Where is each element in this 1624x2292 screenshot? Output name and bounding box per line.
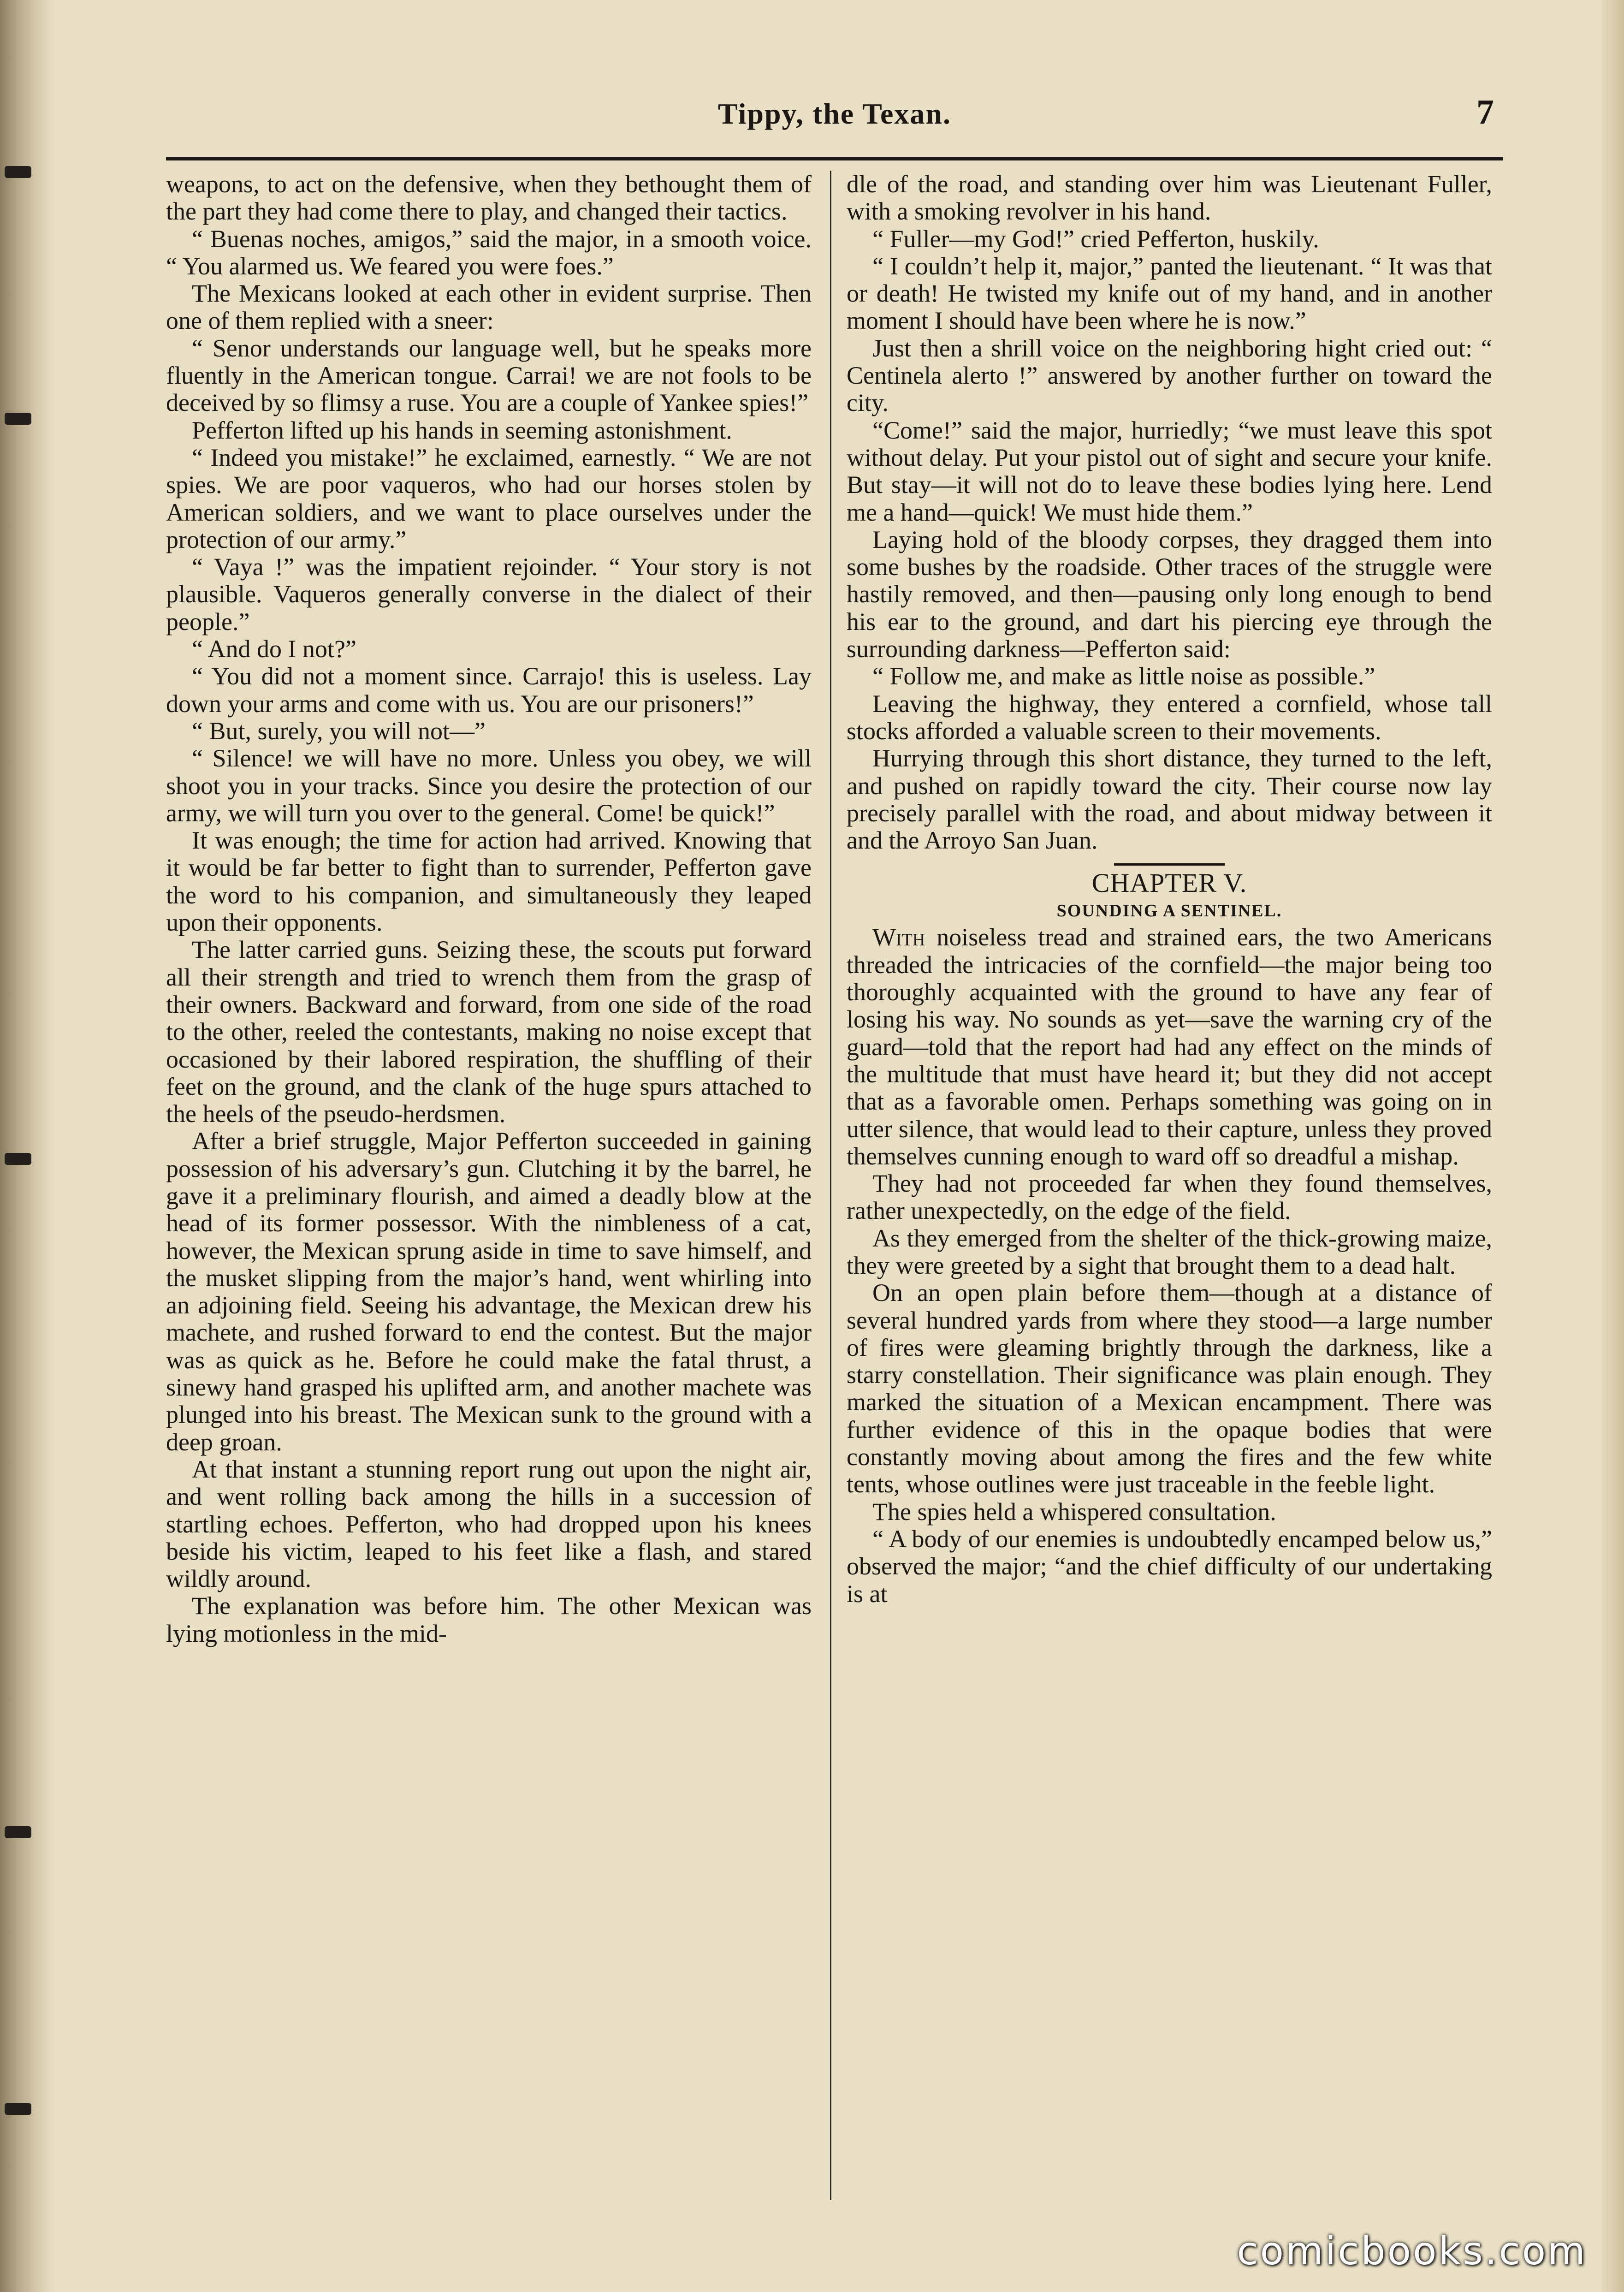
staple: [5, 1826, 31, 1838]
page: [166, 78, 1503, 2246]
paragraph: “ A body of our enemies is undoubtedly encamped below us,” observed the major; “and the chief difficulty of our undertaking is at: [847, 1525, 1492, 1608]
paragraph: “Come!” said the major, hurriedly; “we must leave this spot without delay. Put your pistol out of sight and secure your knife. But stay—it will not do to leave these bodies lying here. Lend me a hand—quick! We must hide them.”: [847, 416, 1492, 526]
paragraph: “ Silence! we will have no more. Unless you obey, we will shoot you in your tracks. Since you desire the protection of our army, we will turn you over to the general. Come! be quick!”: [166, 744, 812, 827]
right-column: [847, 171, 1492, 1608]
paragraph: After a brief struggle, Major Pefferton succeeded in gaining possession of his adversary’s gun. Clutching it by the barrel, he gave it a preliminary flourish, and aimed a deadly blow at the head of its former possessor. With the nimbleness of a cat, however, the Mexican sprung aside in time to save himself, and the musket slipping from the major’s hand, went whirling into an adjoining field. Seeing his advantage, the Mexican drew his machete, and rushed forward to end the contest. But the major was as quick as he. Before he could make the fatal thrust, a sinewy hand grasped his uplifted arm, and another machete was plunged into his breast. The Mexican sunk to the ground with a deep groan.: [166, 1127, 812, 1456]
paragraph: The latter carried guns. Seizing these, the scouts put forward all their strength and tried to wrench them from the grasp of their owners. Backward and forward, from one side of the road to the other, reeled the contestants, making no noise except that occasioned by their labored respiration, the shuffling of their feet on the ground, and the clank of the huge spurs attached to the heels of the pseudo-herdsmen.: [166, 936, 812, 1128]
paragraph: “ But, surely, you will not—”: [192, 717, 486, 745]
paragraph: “ Senor understands our language well, but he speaks more fluently in the American tongue. Carrai! we are not fools to be deceived by so flimsy a ruse. You are a couple of Yankee spies!”: [166, 334, 812, 417]
paragraph: It was enough; the time for action had arrived. Knowing that it would be far better to fight than to surrender, Pefferton gave the word to his companion, and simultaneously they leaped upon their opponents.: [166, 826, 812, 937]
chapter-rule: [1114, 863, 1225, 866]
watermark: comicbooks.com: [1237, 2228, 1587, 2274]
paragraph: Leaving the highway, they entered a cornfield, whose tall stocks afforded a valuable screen to their movements.: [847, 689, 1492, 745]
paragraph: Hurrying through this short distance, they turned to the left, and pushed on rapidly toward the city. Their course now lay precisely parallel with the road, and about midway between it and the Arroyo San Juan.: [847, 744, 1492, 855]
paragraph-text: noiseless tread and strained ears, the two Americans threaded the intricacies of the cornfield—the major being too thoroughly acquainted with the ground to have any fear of losing his way. No sounds as yet—save the warning cry of the guard—told that the report had had any effect on the minds of the multitude that must have heard it; but they did not accept that as a favorable omen. Perhaps something was going on in utter silence, that would lead to their capture, unless they proved themselves cunning enough to ward off so dreadful a mishap.: [847, 923, 1492, 1170]
paragraph: At that instant a stunning report rung out upon the night air, and went rolling back among the hills in a succession of startling echoes. Pefferton, who had dropped upon his knees beside his victim, leaped to his feet like a flash, and stared wildly around.: [166, 1455, 812, 1593]
binding-shadow: [0, 0, 55, 2292]
paragraph: dle of the road, and standing over him was Lieutenant Fuller, with a smoking revolver in his hand.: [847, 170, 1492, 226]
paragraph: “ Follow me, and make as little noise as possible.”: [872, 662, 1375, 690]
chapter-subtitle: SOUNDING A SENTINEL.: [1056, 901, 1282, 921]
paragraph: “ You did not a moment since. Carrajo! this is useless. Lay down your arms and come with us. You are our prisoners!”: [166, 662, 812, 718]
staple: [5, 413, 31, 425]
running-head: [166, 92, 1503, 148]
paragraph: [847, 924, 1492, 1170]
paragraph: As they emerged from the shelter of the thick-growing maize, they were greeted by a sight that brought them to a dead halt.: [847, 1224, 1492, 1279]
paragraph: They had not proceeded far when they found themselves, rather unexpectedly, on the edge of the field.: [847, 1170, 1492, 1225]
paragraph: Just then a shrill voice on the neighboring hight cried out: “ Centinela alerto !” answered by another further on toward the city.: [847, 334, 1492, 417]
paragraph: The spies held a whispered consultation.: [872, 1497, 1276, 1526]
paragraph: “ And do I not?”: [192, 635, 356, 663]
left-column: [166, 171, 812, 1647]
paragraph: “ Fuller—my God!” cried Pefferton, huskily.: [872, 225, 1319, 253]
paragraph: Pefferton lifted up his hands in seeming astonishment.: [192, 416, 732, 444]
page-number: 7: [1476, 93, 1494, 131]
paragraph: “ Buenas noches, amigos,” said the major, in a smooth voice. “ You alarmed us. We feared you were foes.”: [166, 225, 812, 280]
paragraph: Laying hold of the bloody corpses, they dragged them into some bushes by the roadside. Other traces of the struggle were hastily removed, and then—pausing only long enough to bend his ear to the ground, and dart his piercing eye through the surrounding darkness—Pefferton said:: [847, 525, 1492, 663]
drop-lead: With: [872, 923, 925, 951]
staple: [5, 2103, 31, 2115]
paragraph: The Mexicans looked at each other in evident surprise. Then one of them replied with a sneer:: [166, 279, 812, 335]
page-edge: [1601, 0, 1624, 2292]
chapter-heading: CHAPTER V.: [1091, 868, 1247, 898]
paragraph: “ Vaya !” was the impatient rejoinder. “ Your story is not plausible. Vaqueros generally converse in the dialect of their people.”: [166, 553, 812, 635]
header-rule: [166, 157, 1503, 160]
staple: [5, 166, 31, 178]
paragraph: “ I couldn’t help it, major,” panted the lieutenant. “ It was that or death! He twisted my knife out of my hand, and in another moment I should have been where he is now.”: [847, 252, 1492, 335]
paragraph: On an open plain before them—though at a distance of several hundred yards from where they stood—a large number of fires were gleaming brightly through the darkness, like a starry constellation. Their significance was plain enough. They marked the situation of a Mexican encampment. There was further evidence of this in the opaque bodies that were constantly moving about among the fires and the few white tents, whose outlines were just traceable in the feeble light.: [847, 1279, 1492, 1498]
paragraph: weapons, to act on the defensive, when they bethought them of the part they had come there to play, and changed their tactics.: [166, 170, 812, 226]
column-divider: [830, 171, 831, 2200]
staple: [5, 1153, 31, 1165]
paragraph: “ Indeed you mistake!” he exclaimed, earnestly. “ We are not spies. We are poor vaqueros, who had our horses stolen by American soldiers, and we want to place ourselves under the protection of our army.”: [166, 443, 812, 553]
running-title: Tippy, the Texan.: [718, 97, 951, 130]
paragraph: The explanation was before him. The other Mexican was lying motionless in the mid-: [166, 1592, 812, 1647]
